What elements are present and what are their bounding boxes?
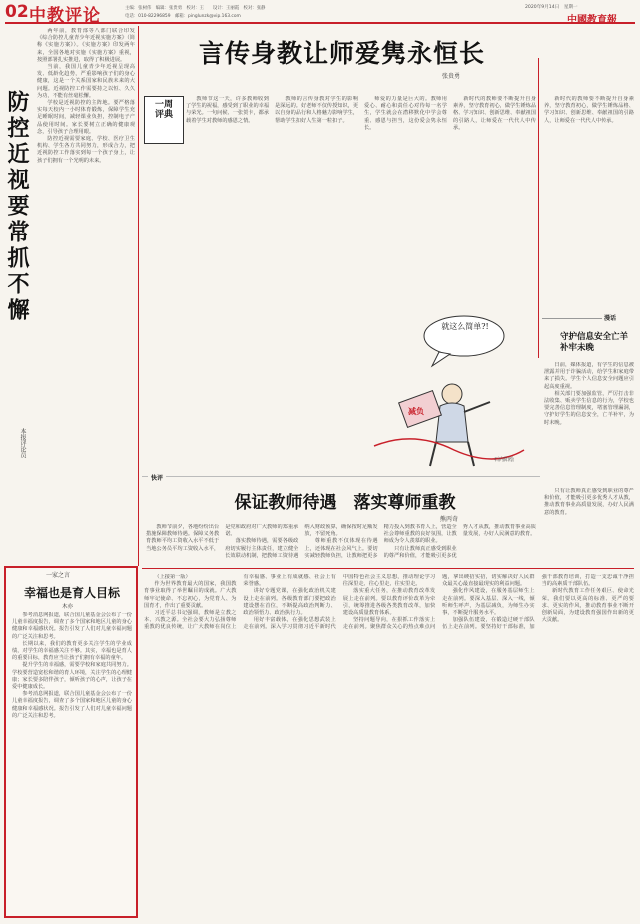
issue-date: 2020年9月14日 星期一	[525, 5, 578, 10]
paragraph: 相关部门要加强监管，严厉打击非法收集、贩卖学生信息的行为，学校也要完善信息管理制度，堵塞管理漏洞，守护好学生的信息安全，亡羊补牢，为时未晚。	[544, 390, 634, 426]
bottom-rule	[142, 568, 634, 569]
cartoon-sign: 减负	[408, 406, 424, 416]
paragraph: 当前，我国儿童青少年近视呈现高发、低龄化趋势，严重影响孩子们的身心健康，这是一个关系国家和民族未来的大问题。近视防控工作需要持之以恒、久久为功，不能有丝毫松懈。	[37, 64, 135, 99]
right-divider	[538, 58, 539, 358]
right-top-body	[544, 96, 634, 276]
middle-author: 熊丙奇	[440, 516, 459, 523]
paragraph: 教师节这一天，许多教师收到了学生的祝福，感受到了职业的幸福与荣光。一句问候、一张贺卡，都承载着学生对教师的感恩之情。	[186, 96, 270, 124]
paragraph: （上接第一版）	[154, 574, 191, 580]
left-author-tag: 本报评论员	[19, 428, 26, 458]
bottom-section-body	[144, 574, 634, 918]
contact-line: 电话：010-82296859 邮箱：pinglunzk@vip.163.com	[125, 14, 241, 19]
paragraph: 习近平总书记强调，教师是立教之本、兴教之源。全社会要大力弘扬尊师重教的优良传统，让广大教师在岗位上有幸福感、事业上有成就感、社会上有荣誉感。	[144, 574, 336, 631]
top-author: 张贵勇	[442, 73, 461, 80]
paragraph: 教师的言传身教对学生的影响是深远的。好老师不仅传授知识，更以自身的品行和人格魅力影响学生，帮助学生扣好人生第一粒扣子。	[275, 96, 359, 124]
paragraph: 加强队伍建设，在锻造过硬干部队伍上走在前列。要坚持好干部标准，加强干部教育培训，打造一支忠诚干净担当的高素质干部队伍。	[442, 574, 634, 631]
paragraph: 讲好专题党课，在强化政治机关建设上走在前列。各级教育部门要把政治建设摆在首位，不断提高政治判断力、政治领悟力、政治执行力。	[243, 588, 336, 617]
section-title: 中教评论	[29, 6, 101, 26]
paragraph: 提升学生的幸福感，需要学校和家庭共同努力。学校要营造宽松和谐的育人环境，关注学生的心理健康；家长要多陪伴孩子，倾听孩子的心声，让孩子在爱中健康成长。	[12, 662, 132, 691]
paragraph: 尊师重教不仅体现在待遇上，还体现在社会风气上。要切实减轻教师负担，让教师把更多精力投入到教书育人上，营造全社会尊师重教的良好氛围，让教师成为令人羡慕的职业。	[304, 524, 457, 559]
left-body	[37, 28, 135, 558]
right-tag: 漫话	[604, 315, 617, 322]
middle-article-body	[146, 524, 536, 564]
middle-rule	[142, 476, 540, 477]
paragraph: 参考消息网报道，联合国儿童基金会公布了一份儿童幸福度报告，调查了多个国家和地区儿童的身心健康和幸福感状况。报告引发了人们对儿童幸福问题的广泛关注和思考。	[12, 612, 132, 640]
top-article-body	[186, 96, 536, 306]
family-headline: 幸福也是育人目标	[23, 586, 120, 600]
header-rule	[5, 22, 635, 24]
paragraph: 坚持问题导向，在狠抓工作落实上走在前列。聚焦群众关心的热点难点问题，拿出硬招实招，切实解决好人民群众最关心最直接最现实的利益问题。	[342, 574, 535, 631]
cartoon-caption: 石向阳绘	[494, 457, 515, 463]
paragraph: 只有让教师真正感受到职业的尊严和价值，才能吸引更多优秀人才从教，推动教育事业高质量发展，办好人民满意的教育。	[383, 524, 536, 559]
paragraph: 作为世界教育最大的国家，我国教育事业取得了举世瞩目的成就。广大教师牢记使命、不忘初心，为党育人、为国育才，作出了重要贡献。	[144, 581, 237, 609]
editor-line: 主编：张树伟 编辑：张贵勇 校对：王 设计：王丽霞 校对：张静	[125, 6, 266, 11]
top-headline: 言传身教让师爱隽永恒长	[198, 39, 485, 68]
right-lower-body	[544, 488, 634, 566]
middle-tag: 快评	[148, 473, 166, 482]
paragraph: 用好丰富载体，在强化思想武装上走在前列。深入学习贯彻习近平新时代中国特色社会主义思想，推动理论学习往深里走、往心里走、往实里走。	[243, 574, 436, 631]
paragraph: 师爱的力量是巨大的。教师用爱心、耐心和责任心对待每一名学生，学生就会在潜移默化中学会尊重、感恩与担当，这份爱会隽永恒长。	[364, 96, 447, 131]
paragraph: 只有让教师真正感受到职业的尊严和价值，才能吸引更多优秀人才从教，推动教育事业高质量发展，办好人民满意的教育。	[544, 488, 634, 516]
family-author: 木亦	[62, 604, 74, 610]
newspaper-logo: 中國教育報	[567, 15, 617, 26]
column-tag-box	[144, 96, 184, 144]
paragraph: 新时代的教师要不断提升自身素养，坚守教育初心，做学生锤炼品格、学习知识、创新思维、奉献祖国的引路人，让师爱在一代代人中传承。	[453, 96, 536, 131]
middle-headline: 保证教师待遇 落实尊师重教	[234, 493, 456, 513]
page-number: 02	[5, 2, 29, 22]
paragraph: 两年前，教育部等八部门联合印发《综合防控儿童青少年近视实施方案》（简称《实施方案》）。《实施方案》印发两年来，全国各地对实施《实施方案》重视，按照部署扎实推进，取得了积极进展。	[37, 28, 135, 63]
left-column	[5, 28, 135, 563]
left-divider	[138, 26, 139, 566]
paragraph: 长期以来，我们的教育更多关注学生的学业成绩，对学生的幸福感关注不够。其实，幸福也是育人的重要目标，教育应当让孩子们拥有幸福的童年。	[12, 640, 132, 662]
top-article-title-block	[142, 30, 532, 90]
column-tag: 一周评典	[154, 100, 173, 120]
right-tag-row	[542, 312, 632, 326]
paragraph: 防控近视需要家庭、学校、医疗卫生机构、学生各方共同努力，形成合力，把近视防控工作落实到每一个孩子身上，让孩子们拥有一个光明的未来。	[37, 136, 135, 164]
paragraph: 强化作风建设，在服务基层师生上走在前列。要深入基层、深入一线，倾听师生呼声，为基层减负，为师生办实事，不断提升服务水平。	[442, 588, 535, 617]
cartoon-speech: 就这么简单?!	[441, 322, 489, 331]
paragraph: 日前，媒体报道，有学生的信息被泄露并用于诈骗活动，给学生和家庭带来了损失。学生个人信息安全问题应引起高度重视。	[544, 362, 634, 390]
left-headline: 防控近视要常抓不懈	[4, 90, 30, 324]
paragraph: 新时代的教师要不断提升自身素养，坚守教育初心，做学生锤炼品格、学习知识、创新思维、奉献祖国的引路人，让师爱在一代代人中传承。	[544, 96, 634, 124]
paragraph: 落实重大任务，在推动教育改革发展上走在前列。要以教育评价改革为牵引，统筹推进各级各类教育改革，加快建设高质量教育体系。	[342, 588, 436, 617]
tag-rule	[542, 318, 602, 319]
cartoon-illustration	[344, 310, 534, 470]
paragraph: 落实教师待遇，需要各级政府切实履行主体责任，建立健全长效联动机制，把教师工资待遇纳入财政预算，确保按时足额发放，不留死角。	[225, 524, 378, 559]
family-article-box	[4, 566, 138, 918]
right-headline: 守护信息安全亡羊补牢未晚	[560, 332, 629, 353]
cartoon-drawing	[344, 310, 534, 470]
paragraph: 新时代教育工作任务艰巨、使命光荣。我们要以更高的标准、更严的要求、更实的作风，推动教育事业不断开创新局面，为建设教育强国作出新的更大贡献。	[541, 588, 634, 624]
paragraph: 参考消息网报道，联合国儿童基金会公布了一份儿童幸福度报告，调查了多个国家和地区儿童的身心健康和幸福感状况。报告引发了人们对儿童幸福问题的广泛关注和思考。	[12, 691, 132, 719]
paragraph: 学校是近视防控的主阵地。要严格落实每天校内一小时体育锻炼，保障学生充足睡眠时间，减轻课业负担，控制电子产品使用时间。家长要树立正确的健康观念，引导孩子合理用眼。	[37, 100, 135, 135]
family-body	[12, 612, 132, 912]
paragraph: 教师节前夕，各地纷纷出台措施保障教师待遇。保障义务教育教师平均工资收入水平不低于当地公务员平均工资收入水平，是党和政府对广大教师的郑重承诺。	[146, 524, 299, 552]
right-body	[544, 362, 634, 482]
family-tag: 一家之言	[46, 572, 71, 579]
